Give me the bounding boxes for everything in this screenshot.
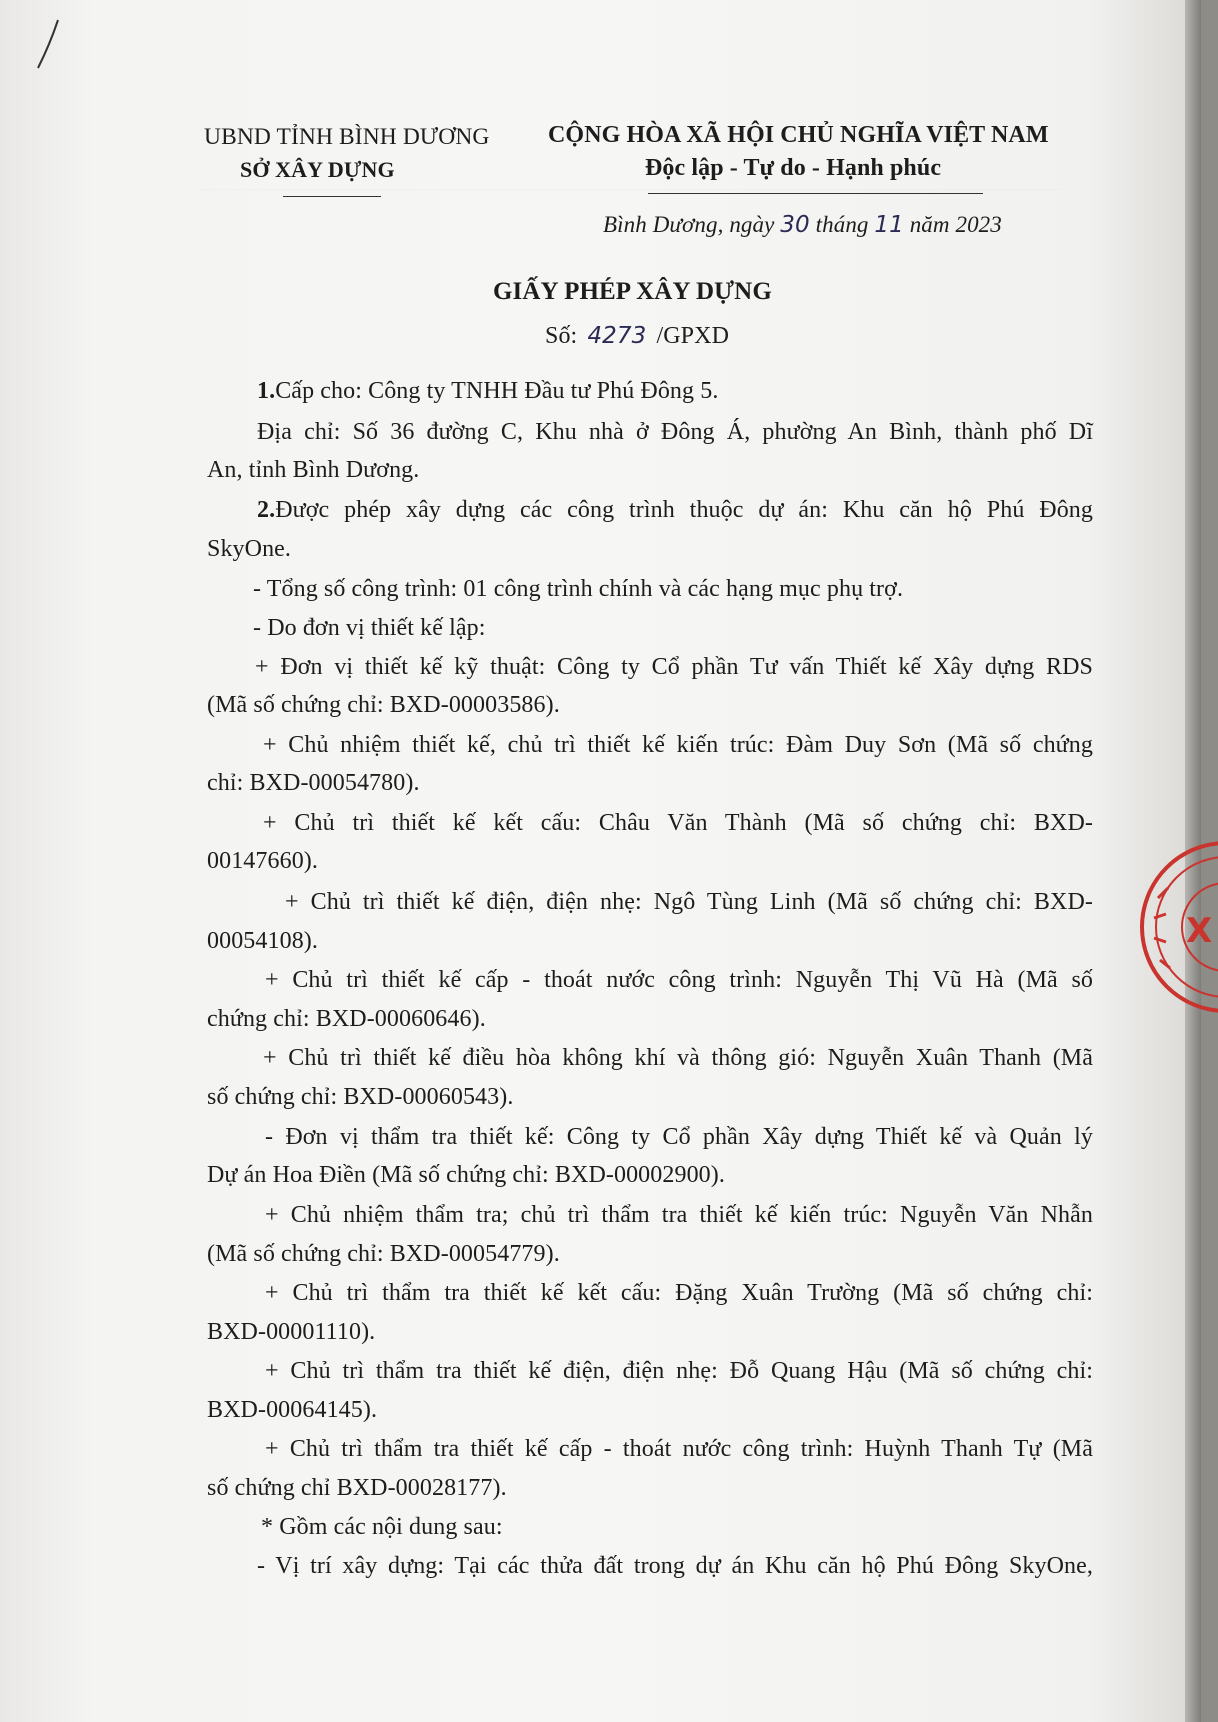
electrical-reviewer-line2: BXD-00064145). [207, 1397, 378, 1423]
contents-heading: * Gồm các nội dung sau: [261, 1514, 503, 1540]
date-suffix: năm 2023 [909, 212, 1002, 237]
total-works: - Tổng số công trình: 01 công trình chính và các hạng mục phụ trợ. [253, 576, 904, 602]
national-motto: Độc lập - Tự do - Hạnh phúc [645, 155, 942, 181]
structure-reviewer-line2: BXD-00001110). [207, 1319, 376, 1345]
address-line1: Địa chỉ: Số 36 đường C, Khu nhà ở Đông Á, phường An Bình, thành phố Dĩ [257, 419, 1093, 445]
section-2 [257, 497, 1093, 524]
permit-number [545, 323, 729, 350]
issued-to [257, 378, 718, 405]
chief-reviewer-line1: + Chủ nhiệm thẩm tra; chủ trì thẩm tra thiết kế kiến trúc: Nguyễn Văn Nhẫn [265, 1202, 1093, 1228]
agency-name-line2: SỞ XÂY DỰNG [240, 157, 395, 182]
structure-designer-line2: 00147660). [207, 848, 318, 874]
electrical-designer-line2: 00054108). [207, 928, 318, 954]
structure-reviewer-line1: + Chủ trì thẩm tra thiết kế kết cấu: Đặng Xuân Trường (Mã số chứng chỉ: [265, 1280, 1093, 1306]
section-2-text: Được phép xây dựng các công trình thuộc dự án: Khu căn hộ Phú Đông [275, 497, 1093, 523]
date-day-handwritten: 30 [780, 212, 810, 238]
permit-number-label: Số: [545, 323, 578, 349]
national-title: CỘNG HÒA XÃ HỘI CHỦ NGHĨA VIỆT NAM [548, 122, 1049, 148]
electrical-designer-line1: + Chủ trì thiết kế điện, điện nhẹ: Ngô Tùng Linh (Mã số chứng chỉ: BXD- [285, 889, 1093, 915]
section-2-number: 2. [257, 497, 276, 523]
chief-designer-line2: chỉ: BXD-00054780). [207, 770, 420, 796]
date-month-handwritten: 11 [874, 212, 904, 238]
structure-designer-line1: + Chủ trì thiết kế kết cấu: Châu Văn Thành (Mã số chứng chỉ: BXD- [263, 810, 1093, 836]
project-name-cont: SkyOne. [207, 536, 292, 562]
design-unit-line2: (Mã số chứng chỉ: BXD-00003586). [207, 692, 560, 718]
official-seal-stamp [1138, 838, 1218, 1016]
agency-name-line1: UBND TỈNH BÌNH DƯƠNG [204, 124, 490, 150]
chief-reviewer-line2: (Mã số chứng chỉ: BXD-00054779). [207, 1241, 560, 1267]
date-prefix: Bình Dương, ngày [603, 212, 775, 237]
water-designer-line1: + Chủ trì thiết kế cấp - thoát nước công trình: Nguyễn Thị Vũ Hà (Mã số [265, 967, 1093, 993]
water-designer-line2: chứng chỉ: BXD-00060646). [207, 1006, 486, 1032]
water-reviewer-line2: số chứng chỉ BXD-00028177). [207, 1475, 507, 1501]
agency-underline [283, 196, 381, 197]
pen-stroke-mark [34, 18, 64, 72]
chief-designer-line1: + Chủ nhiệm thiết kế, chủ trì thiết kế kiến trúc: Đàm Duy Sơn (Mã số chứng [263, 732, 1093, 758]
hvac-designer-line2: số chứng chỉ: BXD-00060543). [207, 1084, 514, 1110]
section-1-number: 1. [257, 378, 276, 404]
design-unit-line1: + Đơn vị thiết kế kỹ thuật: Công ty Cổ phần Tư vấn Thiết kế Xây dựng RDS [255, 654, 1093, 680]
review-unit-line1: - Đơn vị thẩm tra thiết kế: Công ty Cổ phần Xây dựng Thiết kế và Quản lý [265, 1124, 1093, 1150]
issued-to-text: Cấp cho: Công ty TNHH Đầu tư Phú Đông 5. [275, 378, 719, 404]
address-line2: An, tỉnh Bình Dương. [207, 457, 420, 483]
water-reviewer-line1: + Chủ trì thẩm tra thiết kế cấp - thoát nước công trình: Huỳnh Thanh Tự (Mã [265, 1436, 1093, 1462]
date-month-label: tháng [815, 212, 869, 237]
svg-text:X: X [1186, 911, 1213, 951]
issue-date [603, 212, 1002, 238]
document-title: GIẤY PHÉP XÂY DỰNG [493, 278, 772, 305]
hvac-designer-line1: + Chủ trì thiết kế điều hòa không khí và thông gió: Nguyễn Xuân Thanh (Mã [263, 1045, 1093, 1071]
construction-location: - Vị trí xây dựng: Tại các thửa đất trong dự án Khu căn hộ Phú Đông SkyOne, [257, 1553, 1093, 1579]
designer-heading: - Do đơn vị thiết kế lập: [253, 615, 486, 641]
motto-underline [648, 193, 983, 194]
permit-number-handwritten: 4273 [587, 323, 647, 349]
review-unit-line2: Dự án Hoa Điền (Mã số chứng chỉ: BXD-00002900). [207, 1162, 725, 1188]
electrical-reviewer-line1: + Chủ trì thẩm tra thiết kế điện, điện nhẹ: Đỗ Quang Hậu (Mã số chứng chỉ: [265, 1358, 1093, 1384]
permit-number-suffix: /GPXD [656, 323, 729, 349]
